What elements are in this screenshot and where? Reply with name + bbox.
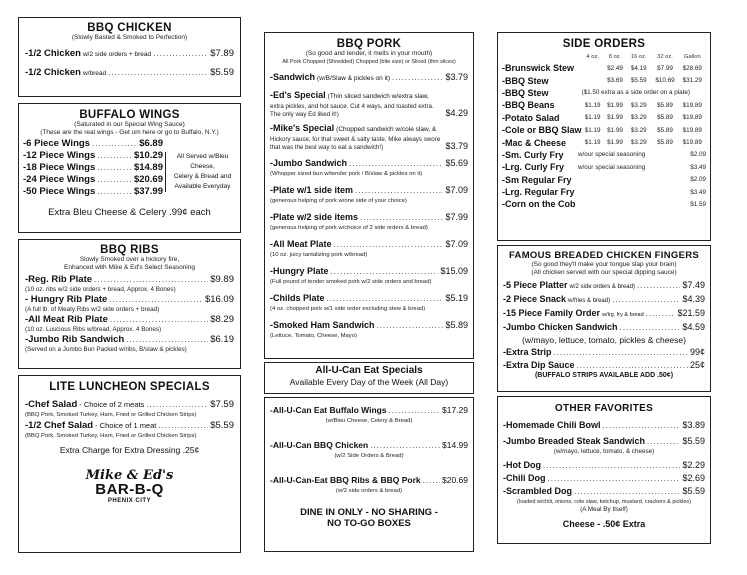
section-subtitle: (So good they'll make your tongue slap your brain) (531, 261, 677, 268)
item-note: (w/2 Side Orders & Bread) (334, 453, 404, 459)
menu-item: -Jumbo Chicken Sandwich ..... $4.59 (503, 321, 705, 334)
bbq-ribs-section (18, 239, 241, 369)
item-note: (loaded w/chili, onions, cole slaw, ketchup, mustard, crackers & pickles) (517, 499, 691, 505)
menu-item: -Jumbo Sandwich ..... $5.69 (270, 157, 468, 170)
item-note: (Lettuce, Tomato, Cheese, Mayo) (270, 333, 357, 340)
table-row: -BBQ Beans $1.19 $1.99 $3.29 $5.89 $19.89 (502, 100, 702, 111)
menu-item: -Extra Strip ..... 99¢ (503, 346, 705, 359)
section-subtitle: Slowly Smoked over a hickory fire, (79, 256, 180, 263)
menu-item: -Chili Dog ..... $2.69 (503, 472, 705, 485)
menu-item: -Plate w/2 side items ..... $7.99 (270, 211, 468, 224)
extra-note: Extra Bleu Cheese & Celery .99¢ each (48, 207, 211, 218)
item-note: (w/mayo, lettuce, tomato, & cheese) (553, 448, 655, 455)
menu-item: -All-U-Can-Eat BBQ Ribs & BBQ Pork ..... $20.69 (270, 474, 468, 487)
menu-item: - Hungry Rib Plate ..... $16.09 (25, 294, 234, 306)
fries-table (502, 149, 706, 211)
section-title: BBQ CHICKEN (87, 22, 172, 34)
table-row: -Lrg. Regular Fry $3.49 (502, 187, 706, 198)
menu-item: -Mike's Special (Chopped sandwich w/cole slaw, & Hickory sauce, for that sweet & salty taste. Mike always swore that was the best way to eat a sandwich!) $3.79 (270, 123, 468, 152)
other-favorites-section (497, 396, 711, 544)
chicken-fingers-section (497, 245, 711, 392)
menu-item: -All Meat Plate ..... $7.09 (270, 238, 468, 251)
item-note: (BBQ Pork, Smoked Turkey, Ham, Fried or Grilled Chicken Strips) (25, 433, 197, 439)
item-note: (w/2 side orders & bread) (335, 488, 403, 494)
item-note: (Whopper sized bun w/tender pork / B/slaw & pickles on it) (270, 171, 423, 178)
table-row: -BBQ Stew $3.69 $5.59 $10.69 $31.29 (502, 75, 702, 86)
table-row: -Potato Salad $1.19 $1.99 $3.29 $5.89 $19.89 (502, 112, 702, 123)
menu-item: -1/2 Chicken w/2 side orders + bread ..... $7.89 (25, 48, 234, 61)
menu-item: -Jumbo Breaded Steak Sandwich ..... $5.59 (503, 435, 705, 448)
section-subtitle: (All chicken served with our special dipping sauce) (531, 269, 677, 276)
side-orders-table: 4 oz. 8 oz. 16 oz. 32 oz. Gallon -Brunswick Stew $2.49 $4.19 $7.99 $28.69 -BBQ Stew $3.69 $5.59 $10.69 $31.29 -BBQ Stew ($1.50 extra as a side order on a plate) -BBQ Beans $1.19 $1.99 $3.29 $5.89 $19.89 -Potato Salad $1.19 $1.99 $3.29 $5.89 $19.89 -Cole or BBQ Slaw $1.19 $1.99 $3.29 $5.89 $19.89 -Mac & Cheese $1.19 $1.99 $3.29 $5.89 $19.89 (502, 51, 706, 149)
menu-item: -Childs Plate ..... $5.19 (270, 292, 468, 305)
item-note: (generous helping of pork w/one side of your choice) (270, 198, 407, 205)
section-title: SIDE ORDERS (562, 38, 646, 50)
footer-note: NO TO-GO BOXES (327, 518, 411, 529)
section-title: BBQ RIBS (100, 244, 159, 256)
section-title: BUFFALO WINGS (79, 109, 180, 121)
menu-item: -Hot Dog ..... $2.29 (503, 459, 705, 472)
item-note: (10 oz. Luscious Ribs w/bread, Approx. 4 Bones) (25, 326, 162, 333)
item-note: (10 oz. juicy tantalizing pork w/bread) (270, 252, 368, 259)
menu-item: -24 Piece Wings ..... $20.69 (23, 174, 163, 186)
menu-item: -5 Piece Platter w/2 side orders & bread) ..... $7.49 (503, 279, 705, 293)
restaurant-logo: Mike & Ed's BAR-B-Q PHENIX CITY (85, 468, 174, 504)
section-subtitle: Enhanced with Mike & Ed's Select Seasoning (64, 264, 195, 271)
section-subtitle: (So good and tender, it melts in your mouth) (305, 50, 433, 57)
served-note: All Served w/Bleu Cheese, Celery & Bread and Available Everyday (165, 152, 236, 192)
item-note: (w/mayo, lettuce, tomato, pickles & cheese) (522, 335, 686, 345)
all-u-can-eat-items (264, 397, 474, 552)
section-subtitle: All Pork Chopped (Shredded) Chopped (bite size) or Sliced (thin slices) (282, 59, 456, 65)
table-row: -Brunswick Stew $2.49 $4.19 $7.99 $28.69 (502, 63, 702, 74)
menu-item: -Scrambled Dog ..... $5.59 (503, 485, 705, 498)
footer-note: DINE IN ONLY - NO SHARING - (300, 507, 438, 518)
lite-luncheon-section (18, 375, 241, 553)
menu-item: -All-U-Can BBQ Chicken ..... $14.99 (270, 439, 468, 452)
table-row: -Cole or BBQ Slaw $1.19 $1.99 $3.29 $5.89 $19.89 (502, 125, 702, 136)
item-note: (A full lb. of Meaty Ribs w/2 side orders + bread) (25, 306, 160, 313)
menu-item: -18 Piece Wings ..... $14.89 (23, 162, 163, 174)
table-row: -Sm Regular Fry $2.09 (502, 174, 706, 185)
item-note: (generous helping of pork w/choice of 2 side orders & bread) (270, 225, 428, 232)
section-subtitle: (Slowly Basted & Smoked to Perfection) (71, 34, 188, 41)
side-orders-section (497, 32, 711, 241)
menu-item: -Homemade Chili Bowl ..... $3.89 (503, 419, 705, 432)
cheese-note: Cheese - .50¢ Extra (562, 519, 646, 529)
item-note: (A Meal By Itself) (580, 506, 628, 513)
section-title: OTHER FAVORITES (554, 403, 654, 414)
buffalo-wings-section (18, 103, 241, 233)
menu-item: -All Meat Rib Plate ..... $8.29 (25, 314, 234, 326)
menu-item: -Hungry Plate ..... $15.09 (270, 265, 468, 278)
all-u-can-eat-section (264, 362, 474, 394)
table-row: -Mac & Cheese $1.19 $1.99 $3.29 $5.89 $19.89 (502, 137, 702, 148)
menu-item: -Reg. Rib Plate ..... $9.89 (25, 274, 234, 286)
section-subtitle: (These are the real wings - Get um here or go to Buffalo, N.Y.) (40, 129, 219, 136)
menu-item: -Smoked Ham Sandwich ..... $5.89 (270, 319, 468, 332)
item-note: (BBQ Pork, Smoked Turkey, Ham, Fried or Grilled Chicken Strips) (25, 412, 197, 418)
table-row: -Lrg. Curly Fry w/our special seasoning $3.49 (502, 162, 706, 173)
menu-item: -Extra Dip Sauce ..... 25¢ (503, 359, 705, 372)
item-note: (Full pound of tender smoked pork w/2 side orders and bread) (270, 279, 432, 286)
section-title: All-U-Can Eat Specials (315, 365, 423, 376)
menu-item: -Sandwich (w/B/Slaw & pickles on it) ..... $3.79 (270, 71, 468, 85)
bbq-pork-section (264, 32, 474, 359)
menu-item: -Plate w/1 side item ..... $7.09 (270, 184, 468, 197)
table-row: -Sm. Curly Fry w/our special seasoning $2.09 (502, 149, 706, 160)
menu-item: -6 Piece Wings ..... $6.89 (23, 138, 163, 150)
menu-item: -1/2 Chicken w/bread ..... $5.59 (25, 67, 234, 80)
section-title: FAMOUS BREADED CHICKEN FINGERS (508, 250, 700, 261)
menu-item: -Jumbo Rib Sandwich ..... $6.19 (25, 334, 234, 346)
section-subtitle: (Saturated in our Special Wing Sauce) (74, 121, 185, 128)
footer-note: (BUFFALO STRIPS AVAILABLE ADD .50¢) (534, 372, 674, 379)
menu-item: -15 Piece Family Order w/lrg. fry & bread ..... $21.59 (503, 307, 705, 321)
bbq-chicken-section (18, 17, 241, 97)
extra-note: Extra Charge for Extra Dressing .25¢ (59, 445, 200, 455)
menu-item: -Ed's Special (Thin sliced sandwich w/extra slaw, extra pickles, and hot sauce. Cut 4 ways, and toasted extra. The only way Ed liked it!) $4.29 (270, 90, 468, 119)
menu-item: -1/2 Chef Salad - Choice of 1 meat ..... $5.59 (25, 420, 234, 432)
menu-item: -Chef Salad - Choice of 2 meats ..... $7.59 (25, 399, 234, 411)
menu-item: -12 Piece Wings ..... $10.29 (23, 150, 163, 162)
section-title: LITE LUNCHEON SPECIALS (49, 381, 210, 393)
menu-item: -50 Piece Wings ..... $37.99 (23, 186, 163, 198)
menu-item: -2 Piece Snack w/fries & bread) ..... $4.39 (503, 293, 705, 307)
menu-item: -All-U-Can Eat Buffalo Wings ..... $17.29 (270, 404, 468, 417)
item-note: (w/Bleu Cheese, Celery & Bread) (325, 418, 413, 424)
table-row: -Corn on the Cob $1.59 (502, 199, 706, 210)
item-note: (10 oz. ribs w/2 side orders + bread, Approx. 4 Bones) (25, 286, 176, 293)
section-subtitle: Available Every Day of the Week (All Day) (289, 377, 449, 387)
item-note: (4 oz. chopped pork w/1 side order excluding stew & bread) (270, 306, 426, 313)
table-row: -BBQ Stew ($1.50 extra as a side order on a plate) (502, 87, 691, 98)
item-note: (Served on a Jumbo Bun Packed w/ribs, B/slaw & pickles) (25, 346, 187, 353)
section-title: BBQ PORK (336, 38, 402, 50)
